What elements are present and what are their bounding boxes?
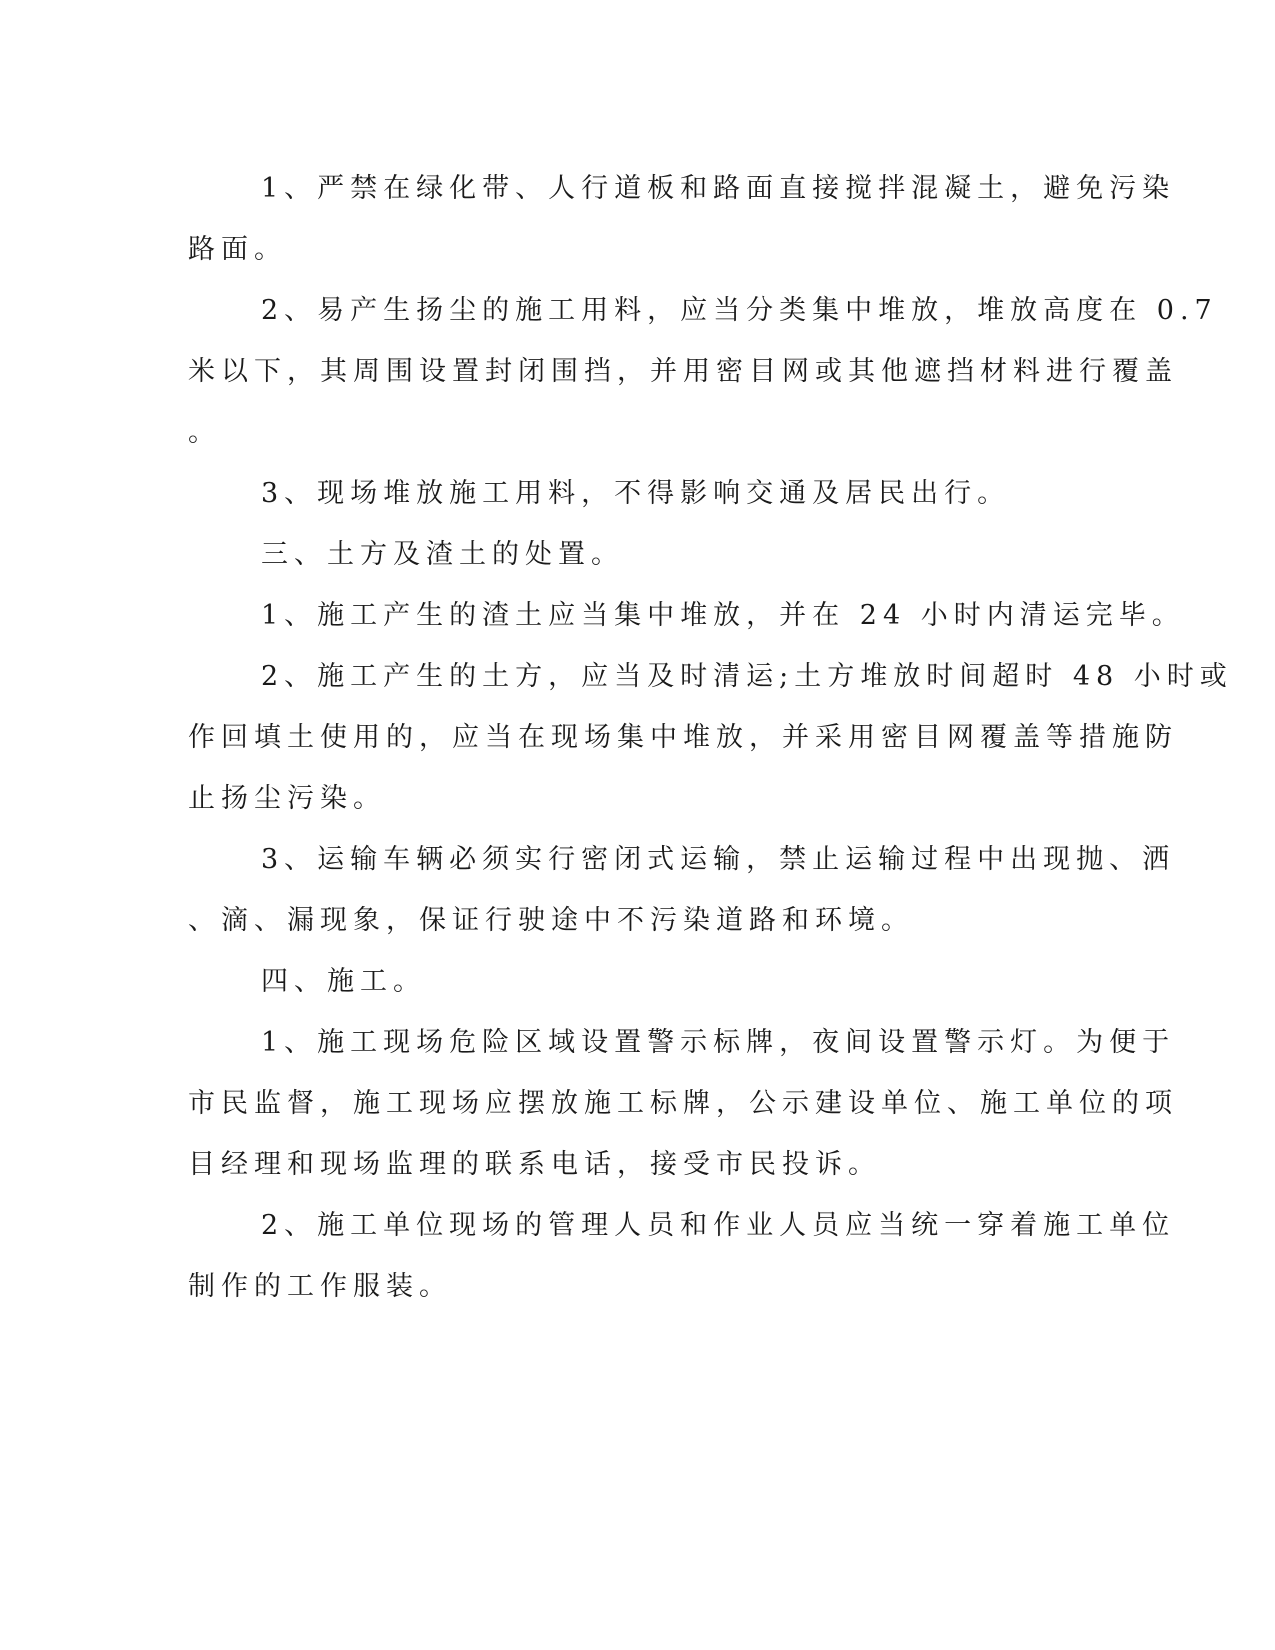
section-heading: 四、施工。 xyxy=(261,966,426,997)
paragraph-line: 1、施工产生的渣土应当集中堆放，并在 24 小时内清运完毕。 xyxy=(261,600,1185,631)
paragraph-line: 市民监督，施工现场应摆放施工标牌，公示建设单位、施工单位的项 xyxy=(188,1088,1178,1119)
paragraph-line: 1、严禁在绿化带、人行道板和路面直接搅拌混凝土，避免污染 xyxy=(261,173,1176,204)
paragraph-line: 2、易产生扬尘的施工用料，应当分类集中堆放，堆放高度在 0.7 xyxy=(261,295,1218,326)
paragraph-line: 止扬尘污染。 xyxy=(188,783,386,814)
document-body xyxy=(188,158,1233,1317)
paragraph-line: 、滴、漏现象，保证行驶途中不污染道路和环境。 xyxy=(188,905,914,936)
paragraph-line: 目经理和现场监理的联系电话，接受市民投诉。 xyxy=(188,1149,881,1180)
paragraph-line: 2、施工单位现场的管理人员和作业人员应当统一穿着施工单位 xyxy=(261,1210,1176,1241)
paragraph-line: 米以下，其周围设置封闭围挡，并用密目网或其他遮挡材料进行覆盖 xyxy=(188,356,1178,387)
paragraph-line: 路面。 xyxy=(188,234,287,265)
paragraph-line: 2、施工产生的土方，应当及时清运;土方堆放时间超时 48 小时或 xyxy=(261,661,1233,692)
paragraph-line: 3、现场堆放施工用料，不得影响交通及居民出行。 xyxy=(261,478,1011,509)
paragraph-line: 3、运输车辆必须实行密闭式运输，禁止运输过程中出现抛、洒 xyxy=(261,844,1176,875)
paragraph-line: 作回填土使用的，应当在现场集中堆放，并采用密目网覆盖等措施防 xyxy=(188,722,1178,753)
paragraph-line: 1、施工现场危险区域设置警示标牌，夜间设置警示灯。为便于 xyxy=(261,1027,1176,1058)
section-heading: 三、土方及渣土的处置。 xyxy=(261,539,624,570)
paragraph-line: 制作的工作服装。 xyxy=(188,1271,452,1302)
paragraph-line: 。 xyxy=(188,417,221,448)
